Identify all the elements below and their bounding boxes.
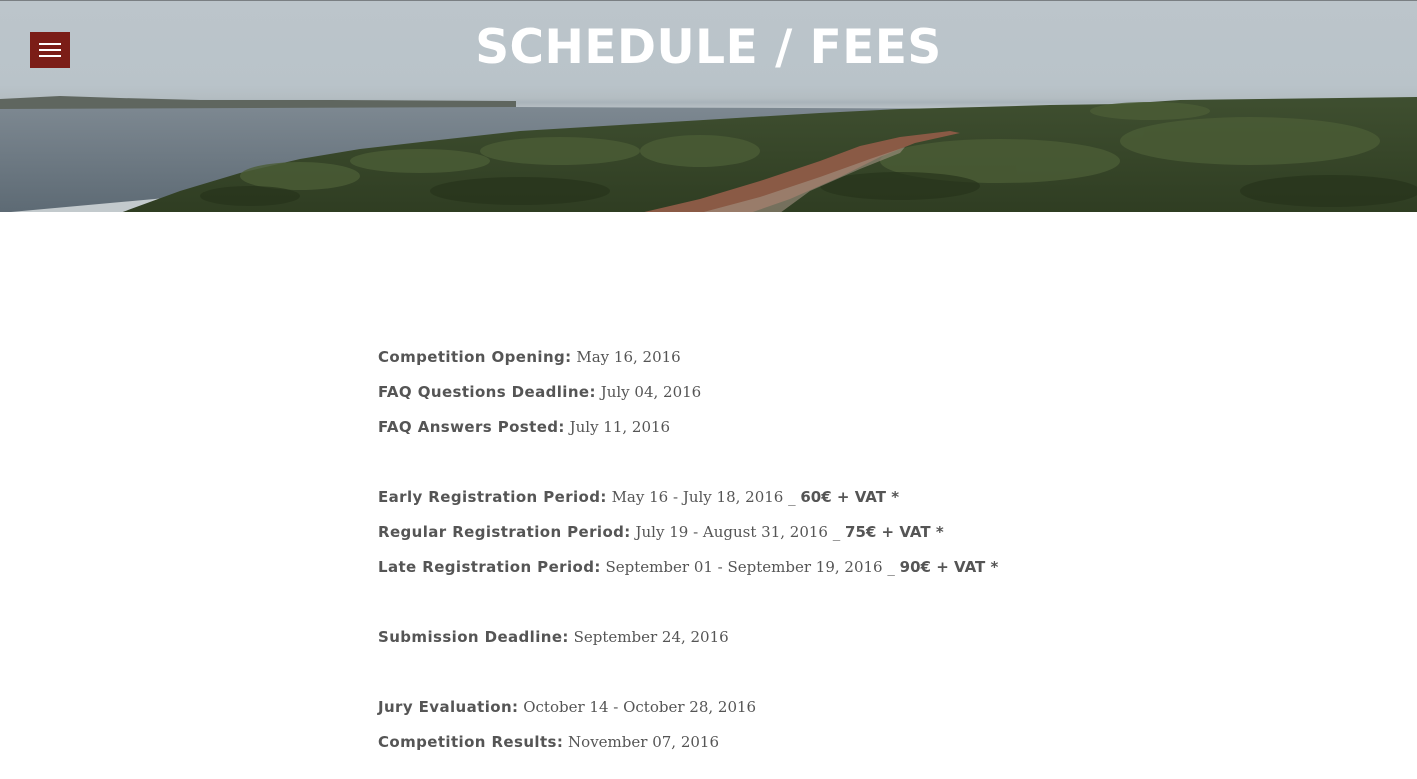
schedule-item-competition-opening xyxy=(378,345,1278,380)
schedule-list xyxy=(378,345,1278,765)
schedule-value: July 19 - August 31, 2016 _ xyxy=(635,523,841,541)
schedule-item-early-registration xyxy=(378,485,1278,520)
schedule-item-submission-deadline xyxy=(378,625,1278,660)
schedule-value: September 24, 2016 xyxy=(573,628,729,646)
fee-amount: 90€ + VAT * xyxy=(899,558,999,576)
schedule-label: Jury Evaluation: xyxy=(378,698,519,716)
schedule-item-late-registration xyxy=(378,555,1278,590)
fee-amount: 75€ + VAT * xyxy=(845,523,944,541)
schedule-label: Submission Deadline: xyxy=(378,628,569,646)
schedule-item-faq-questions-deadline xyxy=(378,380,1278,415)
schedule-item-regular-registration xyxy=(378,520,1278,555)
schedule-label: FAQ Answers Posted: xyxy=(378,418,565,436)
schedule-value: October 14 - October 28, 2016 xyxy=(523,698,757,716)
schedule-label: Competition Results: xyxy=(378,733,564,751)
schedule-label: Regular Registration Period: xyxy=(378,523,631,541)
hero-banner xyxy=(0,0,1417,212)
schedule-label: Early Registration Period: xyxy=(378,488,607,506)
schedule-label: Competition Opening: xyxy=(378,348,572,366)
schedule-value: November 07, 2016 xyxy=(568,733,719,751)
fee-amount: 60€ + VAT * xyxy=(800,488,900,506)
schedule-item-competition-results xyxy=(378,730,1278,765)
schedule-label: Late Registration Period: xyxy=(378,558,601,576)
schedule-value: September 01 - September 19, 2016 _ xyxy=(605,558,895,576)
schedule-value: July 04, 2016 xyxy=(600,383,702,401)
schedule-value: May 16 - July 18, 2016 _ xyxy=(611,488,796,506)
schedule-value: May 16, 2016 xyxy=(576,348,681,366)
schedule-item-jury-evaluation xyxy=(378,695,1278,730)
schedule-label: FAQ Questions Deadline: xyxy=(378,383,596,401)
page-title: SCHEDULE / FEES xyxy=(475,20,942,75)
menu-button[interactable] xyxy=(30,32,70,68)
schedule-value: July 11, 2016 xyxy=(569,418,671,436)
schedule-item-faq-answers-posted xyxy=(378,415,1278,450)
